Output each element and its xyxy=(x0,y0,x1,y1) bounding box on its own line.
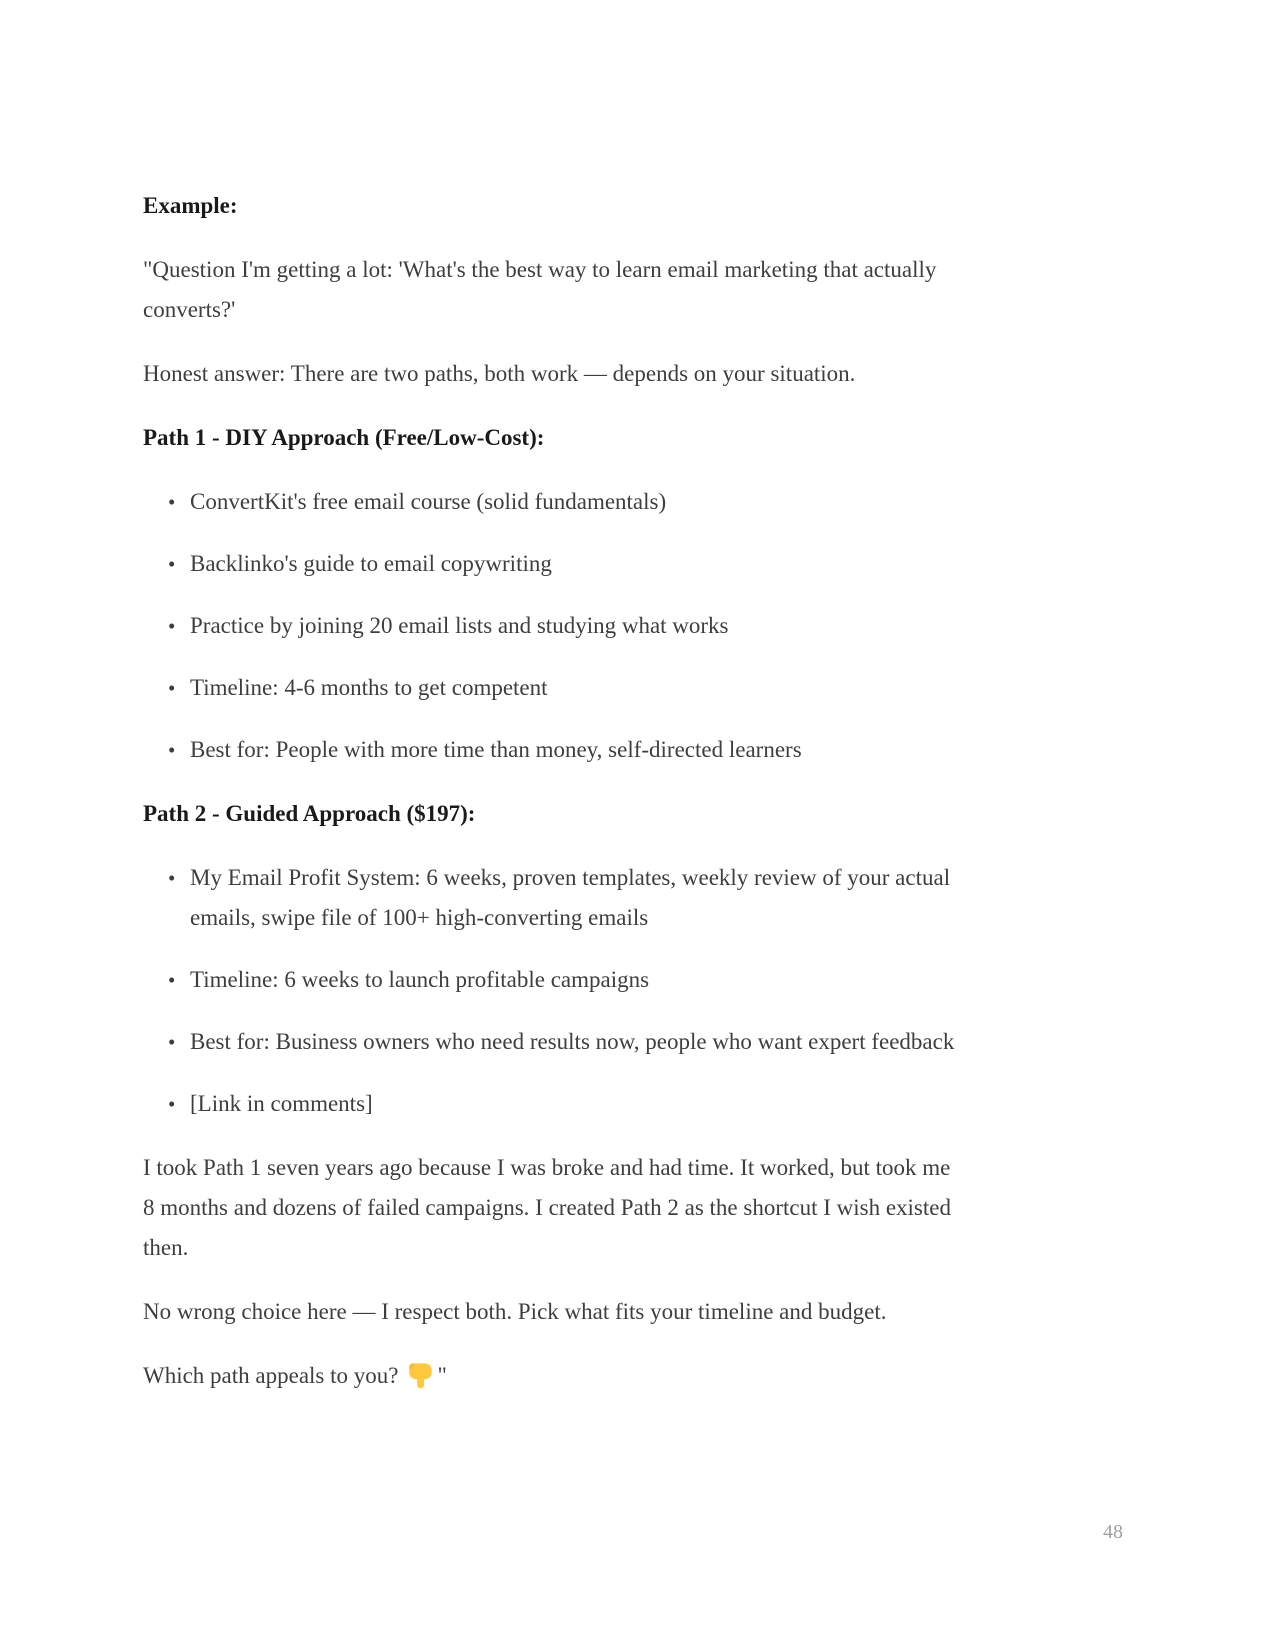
text-line: Which path appeals to you? xyxy=(143,1363,399,1388)
text-line: "Question I'm getting a lot: 'What's the best way to learn email marketing that actually xyxy=(143,257,937,282)
took-path1-paragraph xyxy=(143,1148,1132,1268)
text-line: emails, swipe file of 100+ high-converting emails xyxy=(190,905,649,930)
question-paragraph xyxy=(143,250,1132,330)
text-line: • My Email Profit System: 6 weeks, proven templates, weekly review of your actual xyxy=(190,865,951,890)
text-line: • Practice by joining 20 email lists and studying what works xyxy=(190,613,729,638)
path2-heading: Path 2 - Guided Approach ($197): xyxy=(143,801,476,826)
text-line: • Best for: People with more time than money, self-directed learners xyxy=(190,737,802,762)
text-line: • Timeline: 4-6 months to get competent xyxy=(190,675,548,700)
text-line: No wrong choice here — I respect both. Pick what fits your timeline and budget. xyxy=(143,1299,887,1324)
backhand-index-pointing-down-icon xyxy=(405,1360,435,1390)
list-item xyxy=(190,960,1132,1000)
path2-bullet-list xyxy=(143,858,1132,1124)
list-item xyxy=(190,668,1132,708)
text-line: • ConvertKit's free email course (solid fundamentals) xyxy=(190,489,667,514)
closing-quote: " xyxy=(437,1363,447,1388)
list-item xyxy=(190,482,1132,522)
which-path-paragraph xyxy=(143,1356,1132,1396)
text-line: converts?' xyxy=(143,297,236,322)
text-line: • Best for: Business owners who need results now, people who want expert feedback xyxy=(190,1029,955,1054)
text-line: Honest answer: There are two paths, both work — depends on your situation. xyxy=(143,361,856,386)
text-line: then. xyxy=(143,1235,189,1260)
text-line: • Timeline: 6 weeks to launch profitable campaigns xyxy=(190,967,650,992)
list-item xyxy=(190,1022,1132,1062)
path1-bullet-list xyxy=(143,482,1132,770)
list-item xyxy=(190,606,1132,646)
list-item xyxy=(190,1084,1132,1124)
text-line: • Backlinko's guide to email copywriting xyxy=(190,551,552,576)
text-line: • [Link in comments] xyxy=(190,1091,373,1116)
list-item xyxy=(190,730,1132,770)
page-number: 48 xyxy=(1103,1521,1123,1543)
list-item xyxy=(190,544,1132,584)
text-line: I took Path 1 seven years ago because I was broke and had time. It worked, but took me xyxy=(143,1155,951,1180)
honest-answer-paragraph xyxy=(143,354,1132,394)
text-line: 8 months and dozens of failed campaigns. I created Path 2 as the shortcut I wish existed xyxy=(143,1195,951,1220)
no-wrong-choice-paragraph xyxy=(143,1292,1132,1332)
list-item xyxy=(190,858,1132,938)
example-heading: Example: xyxy=(143,193,238,218)
path1-heading: Path 1 - DIY Approach (Free/Low-Cost): xyxy=(143,425,545,450)
